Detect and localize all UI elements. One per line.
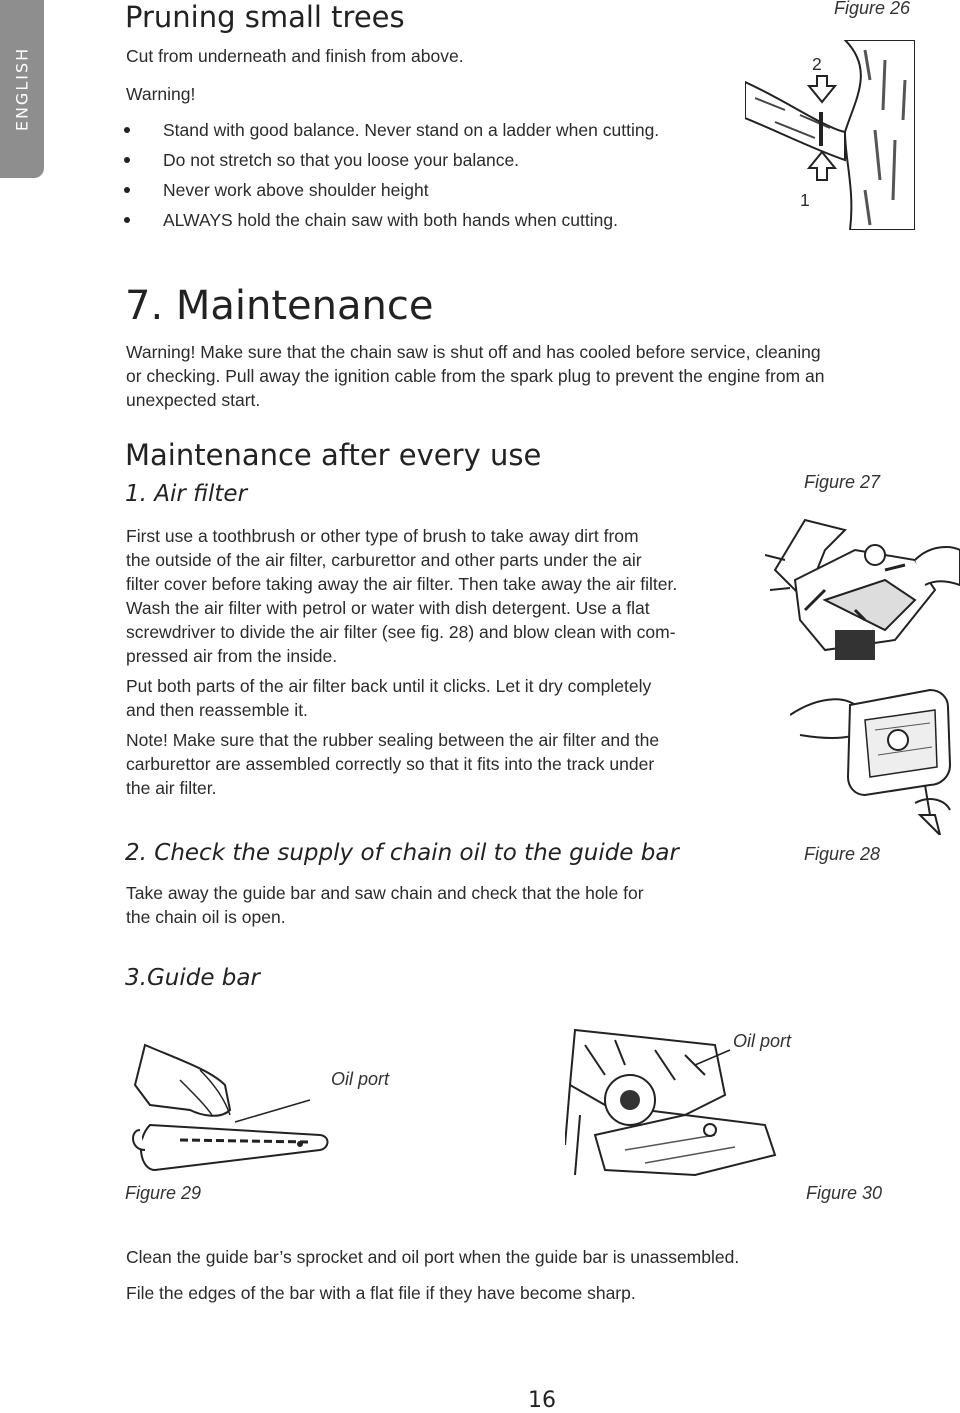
pruning-bullet-3: Never work above shoulder height [163,180,429,200]
maintenance-warning-line-3: unexpected start. [126,390,261,410]
air-filter-p2-line-1: Put both parts of the air filter back until it clicks. Let it dry completely [126,676,652,696]
air-filter-p2-line-2: and then reassemble it. [126,700,308,720]
figure-30-label: Figure 30 [806,1183,883,1203]
bullet-dot [124,127,130,133]
chain-oil-text-line-2: the chain oil is open. [126,907,286,927]
air-filter-p1-line-6: pressed air from the inside. [126,646,338,666]
bullet-dot [124,187,130,193]
air-filter-p1-line-4: Wash the air filter with petrol or water with dish detergent. Use a flat [126,598,650,618]
air-filter-screwdriver-illustration [790,685,960,835]
maintenance-warning-line-2: or checking. Pull away the ignition cable from the spark plug to prevent the engine from an [126,366,825,386]
language-tab [0,0,44,178]
maintenance-warning-line-1 [126,340,916,364]
air-filter-p1-line-2: the outside of the air filter, carburettor and other parts under the air [126,550,642,570]
air-filter-p1-line-1: First use a toothbrush or other type of brush to take away dirt from [126,526,639,546]
warning-word: Warning! [126,342,196,362]
bullet-dot [124,217,130,223]
chainsaw-air-filter-cover-illustration [765,510,960,670]
guide-bar-text-1: Clean the guide bar’s sprocket and oil port when the guide bar is unassembled. [126,1247,740,1267]
air-filter-p3-line-3: the air filter. [126,778,217,798]
guide-bar-text-2: File the edges of the bar with a flat file if they have become sharp. [126,1283,636,1303]
guide-bar-title: 3.Guide bar [125,965,260,991]
air-filter-title: 1. Air filter [125,481,248,507]
warning-text: Make sure that the chain saw is shut off and has cooled before service, cleaning [195,342,821,362]
air-filter-p3-line-1: Note! Make sure that the rubber sealing between the air filter and the [126,730,660,750]
pruning-bullet-2: Do not stretch so that you loose your balance. [163,150,520,170]
figure-29-label: Figure 29 [125,1183,202,1203]
oil-port-label-left: Oil port [331,1069,390,1089]
air-filter-p3-line-2: carburettor are assembled correctly so that it fits into the track under [126,754,655,774]
page-number: 16 [528,1388,556,1413]
oil-port-label-right: Oil port [733,1031,792,1051]
pruning-intro: Cut from underneath and finish from above. [126,46,464,66]
guide-bar-oil-port-illustration [120,1030,340,1180]
maintenance-title: 7. Maintenance [125,283,434,329]
air-filter-p1-line-5: screwdriver to divide the air filter (see fig. 28) and blow clean with com- [126,622,676,642]
pruning-bullet-1: Stand with good balance. Never stand on a ladder when cutting. [163,120,660,140]
chain-oil-title: 2. Check the supply of chain oil to the guide bar [125,840,679,866]
bullet-dot [124,157,130,163]
figure-28-label: Figure 28 [804,844,881,864]
after-use-title: Maintenance after every use [125,438,542,472]
language-tab-label: ENGLISH [12,46,32,132]
chain-oil-text-line-1: Take away the guide bar and saw chain and check that the hole for [126,883,644,903]
tree-pruning-illustration [745,40,915,230]
figure-26-number-2: 2 [812,54,822,74]
pruning-title: Pruning small trees [125,0,405,34]
pruning-warning: Warning! [126,84,196,104]
pruning-bullet-4: ALWAYS hold the chain saw with both hands when cutting. [163,210,618,230]
figure-26-label: Figure 26 [834,0,911,18]
air-filter-p1-line-3: filter cover before taking away the air filter. Then take away the air filter. [126,574,678,594]
figure-26-number-1: 1 [800,190,810,210]
figure-27-label: Figure 27 [804,472,881,492]
